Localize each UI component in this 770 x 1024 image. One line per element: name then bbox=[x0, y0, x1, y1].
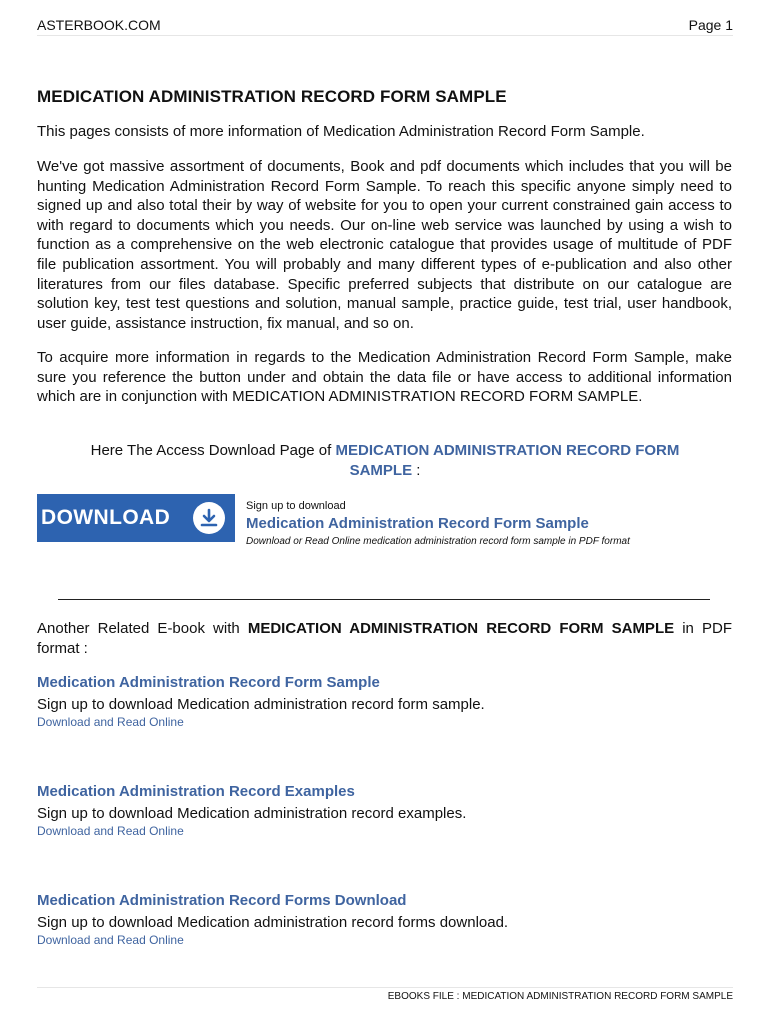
download-sign-text: Sign up to download bbox=[246, 500, 346, 512]
intro-paragraph: This pages consists of more information of Medication Administration Record Form Sample. bbox=[37, 123, 645, 140]
page-title: MEDICATION ADMINISTRATION RECORD FORM SAMPLE bbox=[37, 87, 507, 106]
related-item-desc: Sign up to download Medication administration record form sample. bbox=[37, 696, 485, 713]
related-item-desc: Sign up to download Medication administration record examples. bbox=[37, 805, 467, 822]
related-item-title[interactable]: Medication Administration Record Forms Download bbox=[37, 892, 407, 909]
access-suffix: : bbox=[412, 461, 421, 479]
page-header bbox=[37, 17, 733, 36]
download-button[interactable] bbox=[37, 494, 235, 542]
page-number: Page 1 bbox=[688, 17, 733, 33]
download-read-link[interactable]: Download and Read Online bbox=[37, 715, 184, 729]
download-read-link[interactable]: Download and Read Online bbox=[37, 824, 184, 838]
related-item bbox=[37, 674, 732, 729]
download-subtitle: Download or Read Online medication administration record form sample in PDF format bbox=[246, 536, 630, 547]
site-name: ASTERBOOK.COM bbox=[37, 17, 161, 33]
related-item bbox=[37, 892, 732, 947]
download-icon bbox=[193, 502, 225, 534]
access-prefix: Here The Access Download Page of bbox=[90, 442, 336, 459]
related-suffix: in PDF format : bbox=[37, 620, 732, 657]
footer-text: EBOOKS FILE : MEDICATION ADMINISTRATION RECORD FORM SAMPLE bbox=[387, 991, 733, 1002]
related-prefix: Another Related E-book with bbox=[37, 620, 248, 637]
page-footer bbox=[37, 987, 733, 1002]
download-title-link[interactable]: Medication Administration Record Form Sample bbox=[246, 515, 589, 532]
related-item-desc: Sign up to download Medication administration record forms download. bbox=[37, 914, 509, 931]
access-highlight[interactable]: MEDICATION ADMINISTRATION RECORD FORM SAMPLE bbox=[335, 442, 680, 479]
related-item bbox=[37, 783, 732, 838]
related-intro bbox=[37, 619, 732, 658]
acquire-paragraph: To acquire more information in regards to the Medication Administration Record Form Sample, make sure you reference the button under and obtain the data file or have access to additional information which are in conjunction with MEDICATION ADMINISTRATION RECORD FORM SAMPLE. bbox=[37, 349, 732, 406]
body-paragraph: We've got massive assortment of documents, Book and pdf documents which includes that you will be hunting Medication Administration Record Form Sample. To reach this specific anyone simply need to signed up and also total their by way of website for you to open your current constrained gain access to with regard to documents which you needs. Our on-line web service was launched by using a wish to function as a comprehensive on the web electronic catalogue that provides usage of multitude of PDF file publication assortment. You will probably and many different types of e-publication and also other literatures from our files database. Specific preferred subjects that distribute on our catalogue are solution key, test test questions and solution, manual sample, practice guide, test trial, user handbook, user guide, assistance instruction, fix manual, and so on. bbox=[37, 158, 732, 332]
related-item-title[interactable]: Medication Administration Record Examples bbox=[37, 783, 355, 800]
related-item-title[interactable]: Medication Administration Record Form Sample bbox=[37, 674, 380, 691]
download-read-link[interactable]: Download and Read Online bbox=[37, 933, 184, 947]
access-line bbox=[60, 441, 710, 480]
related-bold: MEDICATION ADMINISTRATION RECORD FORM SAMPLE bbox=[247, 620, 675, 637]
download-button-label: DOWNLOAD bbox=[41, 506, 171, 529]
divider bbox=[58, 599, 710, 600]
